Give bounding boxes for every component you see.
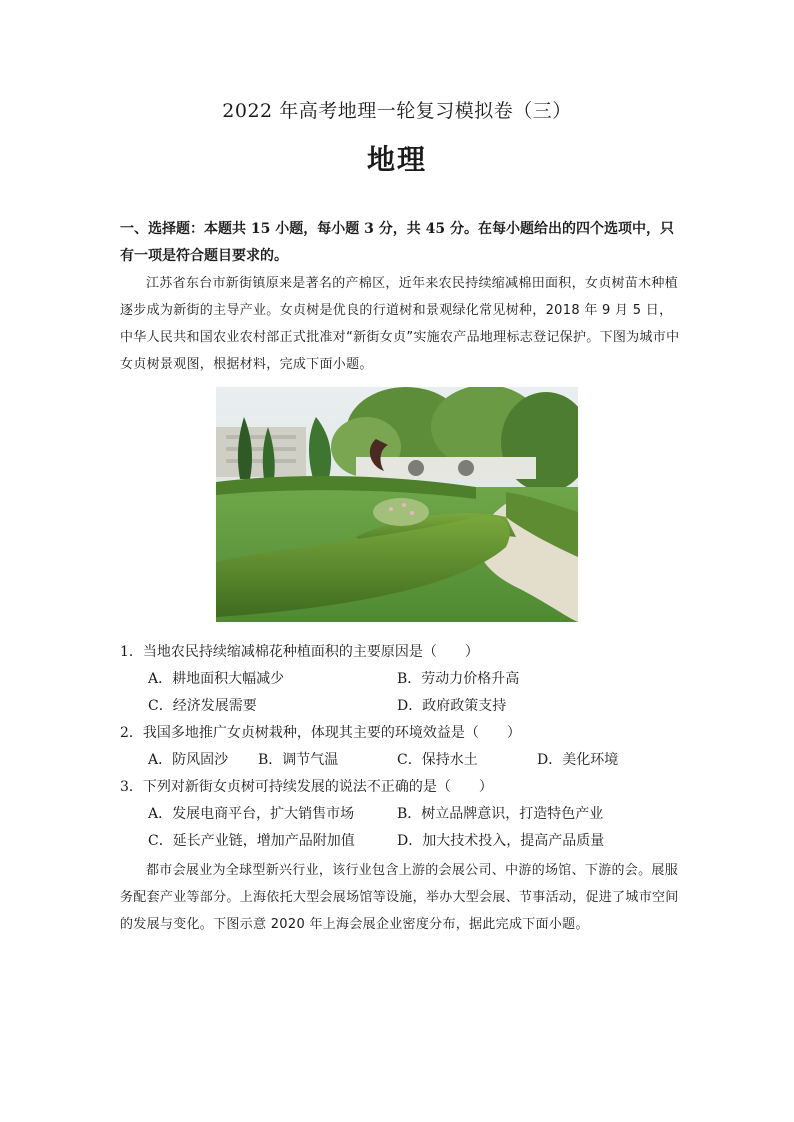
- question-3-option-a[interactable]: A．发展电商平台，扩大销售市场: [148, 806, 355, 822]
- question-2-option-c[interactable]: C．保持水土: [397, 752, 478, 768]
- question-1-option-b[interactable]: B．劳动力价格升高: [397, 671, 520, 687]
- question-3-option-d[interactable]: D．加大技术投入，提高产品质量: [397, 833, 605, 849]
- garden-photo: [216, 387, 578, 622]
- subject-title: 地理: [366, 143, 427, 176]
- question-1-option-a[interactable]: A．耕地面积大幅减少: [148, 671, 285, 687]
- question-2-option-b[interactable]: B．调节气温: [258, 752, 339, 768]
- material-paragraph-2: 都市会展业为全球型新兴行业，该行业包含上游的会展公司、中游的场馆、下游的会。展服务配套产业等部分。上海依托大型会展场馆等设施，举办大型会展、节事活动，促进了城市空间的发展与变化。下图示意 2020 年上海会展企业密度分布，据此完成下面小题。: [120, 863, 679, 932]
- question-3-option-c[interactable]: C．延长产业链，增加产品附加值: [148, 833, 355, 849]
- question-2-stem: 2．我国多地推广女贞树栽种，体现其主要的环境效益是（ ）: [120, 725, 521, 741]
- question-2-option-a[interactable]: A．防风固沙: [148, 752, 229, 768]
- section-heading: 一、选择题：本题共 15 小题，每小题 3 分，共 45 分。在每小题给出的四个选项中，只有一项是符合题目要求的。: [120, 221, 674, 264]
- question-1-stem: 1．当地农民持续缩减棉花种植面积的主要原因是（ ）: [120, 644, 479, 660]
- question-1-option-d[interactable]: D．政府政策支持: [397, 698, 507, 714]
- garden-photo-illustration: [216, 387, 578, 622]
- exam-title: 2022 年高考地理一轮复习模拟卷（三）: [222, 100, 572, 122]
- question-1-option-c[interactable]: C．经济发展需要: [148, 698, 257, 714]
- question-3-option-b[interactable]: B．树立品牌意识，打造特色产业: [397, 806, 604, 822]
- material-paragraph-1: 江苏省东台市新街镇原来是著名的产棉区，近年来农民持续缩减棉田面积，女贞树苗木种植逐步成为新街的主导产业。女贞树是优良的行道树和景观绿化常见树种，2018 年 9 月 5 日，中华人民共和国农业农村部正式批准对“新街女贞”实施农产品地理标志登记保护。下图为城市中女贞树景观图，根据材料，完成下面小题。: [120, 276, 680, 372]
- question-3-stem: 3．下列对新街女贞树可持续发展的说法不正确的是（ ）: [120, 779, 493, 795]
- question-2-option-d[interactable]: D．美化环境: [537, 752, 619, 768]
